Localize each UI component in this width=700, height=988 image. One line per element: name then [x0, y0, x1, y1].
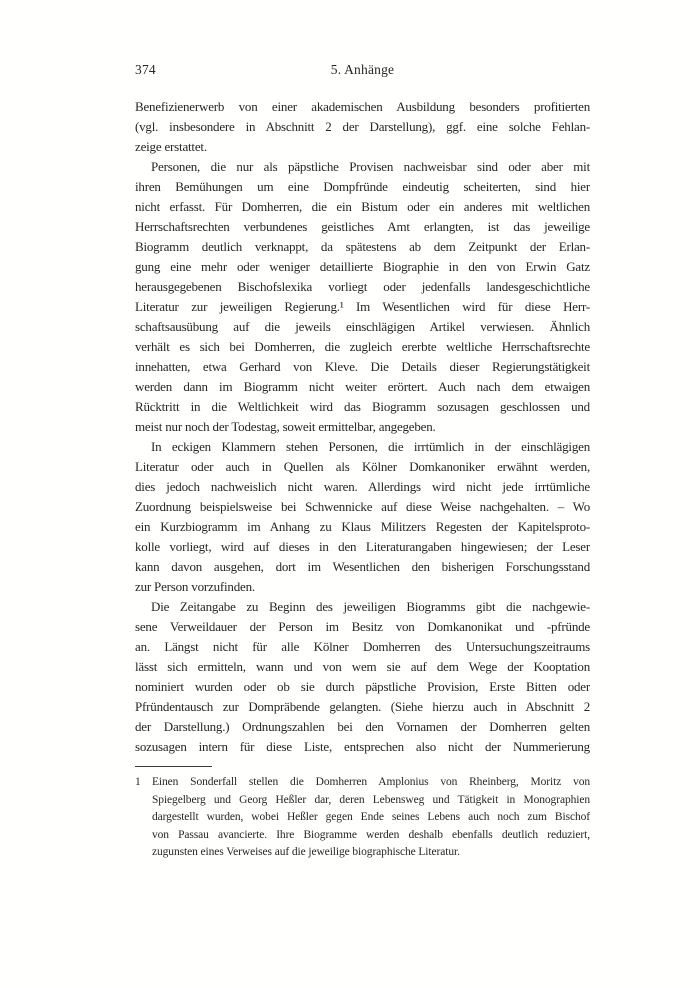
text-line: sene Verweildauer der Person im Besitz von Domkanonikat und -pfründe — [135, 619, 590, 634]
text-line: zugunsten eines Verweises auf die jeweilige biographische Literatur. — [152, 846, 460, 858]
text-line: nominiert wurden oder ob sie durch päpstliche Provision, Erste Bitten oder — [135, 679, 590, 694]
text-line: Literatur zur jeweiligen Regierung.¹ Im Wesentlichen wird für diese Herr- — [135, 299, 590, 314]
text-line: Herrschaftsrechten verbundenes geistliches Amt erlangten, ist das jeweilige — [135, 219, 590, 234]
text-line: herausgegebenen Bischofslexika vorliegt oder jedenfalls landesgeschichtliche — [135, 279, 590, 294]
page-header — [135, 60, 590, 80]
text-line: werden dann im Biogramm nicht weiter erörtert. Auch nach dem etwaigen — [135, 379, 590, 394]
text-line: sozusagen intern für diese Liste, entsprechen also nicht der Nummerierung — [135, 739, 590, 754]
text-line: der Darstellung.) Ordnungszahlen bei den Vornamen der Domherren gelten — [135, 719, 590, 734]
text-line: Literatur oder auch in Quellen als Kölner Domkanoniker erwähnt werden, — [135, 459, 590, 474]
text-line: Zuordnung beispielsweise bei Schwennicke auf diese Weise nachgehalten. – Wo — [135, 499, 590, 514]
text-line: meist nur noch der Todestag, soweit ermittelbar, angegeben. — [135, 419, 436, 434]
text-line: innehatten, etwa Gerhard von Kleve. Die Details dieser Regierungstätigkeit — [135, 359, 590, 374]
text-line: von Passau avancierte. Ihre Biogramme werden deshalb ebenfalls deutlich reduziert, — [152, 828, 590, 841]
text-line: Die Zeitangabe zu Beginn des jeweiligen Biogramms gibt die nachgewie- — [151, 599, 590, 614]
text-line: zeige erstattet. — [135, 139, 207, 154]
text-line: Pfründentausch zur Dompräbende gelangten. (Siehe hierzu auch in Abschnitt 2 — [135, 699, 590, 714]
text-line: Benefizienerwerb von einer akademischen Ausbildung besonders profitierten — [135, 99, 590, 114]
footnote-text — [152, 774, 590, 862]
text-line: dargestellt wurden, wobei Heßler gegen Ende seines Lebens auch noch zum Bischof — [152, 811, 590, 823]
text-line: an. Längst nicht für alle Kölner Domherren des Untersuchungszeitraums — [135, 639, 590, 654]
text-line: gung eine mehr oder weniger detaillierte Biographie in den von Erwin Gatz — [135, 259, 590, 274]
chapter-title: 5. Anhänge — [330, 62, 395, 77]
footnote — [135, 774, 590, 862]
text-line: dies jedoch nachweislich nicht waren. Allerdings wird nicht jede irrtümliche — [135, 479, 590, 494]
text-line: Rücktritt in die Weltlichkeit wird das Biogramm sozusagen geschlossen und — [135, 399, 590, 414]
text-line: ihren Bemühungen um eine Dompfründe eindeutig scheiterten, sind hier — [135, 179, 590, 194]
text-line: (vgl. insbesondere in Abschnitt 2 der Darstellung), ggf. eine solche Fehlan- — [135, 119, 590, 134]
footnote-marker: 1 — [135, 776, 141, 788]
text-line: In eckigen Klammern stehen Personen, die irrtümlich in der einschlägigen — [151, 439, 590, 454]
text-line: Personen, die nur als päpstliche Provisen nachweisbar sind oder aber mit — [151, 159, 590, 174]
text-line: ein Kurzbiogramm im Anhang zu Klaus Militzers Regesten der Kapitelsproto- — [135, 519, 590, 534]
page-number: 374 — [135, 62, 156, 77]
text-line: zur Person vorzufinden. — [135, 579, 255, 594]
text-line: schaftsausübung auf die jeweils einschlägigen Artikel verwiesen. Ähnlich — [135, 319, 590, 334]
footnote-separator — [135, 766, 212, 767]
text-line: verhält es sich bei Domherren, die zugleich ererbte weltliche Herrschaftsrechte — [135, 339, 590, 354]
text-line: lässt sich ermitteln, wann und von wem sie auf dem Wege der Kooptation — [135, 659, 590, 674]
text-line: Einen Sonderfall stellen die Domherren Amplonius von Rheinberg, Moritz von — [152, 776, 590, 788]
text-line: kann davon ausgehen, dort im Wesentlichen den bisherigen Forschungsstand — [135, 559, 590, 574]
body-text — [135, 97, 590, 757]
text-line: nicht erfasst. Für Domherren, die ein Bistum oder ein anderes mit weltlichen — [135, 199, 590, 214]
text-line: Biogramm deutlich verknappt, da spätestens ab dem Zeitpunkt der Erlan- — [135, 239, 590, 254]
text-line: Spiegelberg und Georg Heßler dar, deren Lebensweg und Tätigkeit in Monographien — [152, 793, 590, 806]
text-line: kolle vorliegt, wird auf dieses in den Literaturangaben hingewiesen; der Leser — [135, 539, 590, 554]
